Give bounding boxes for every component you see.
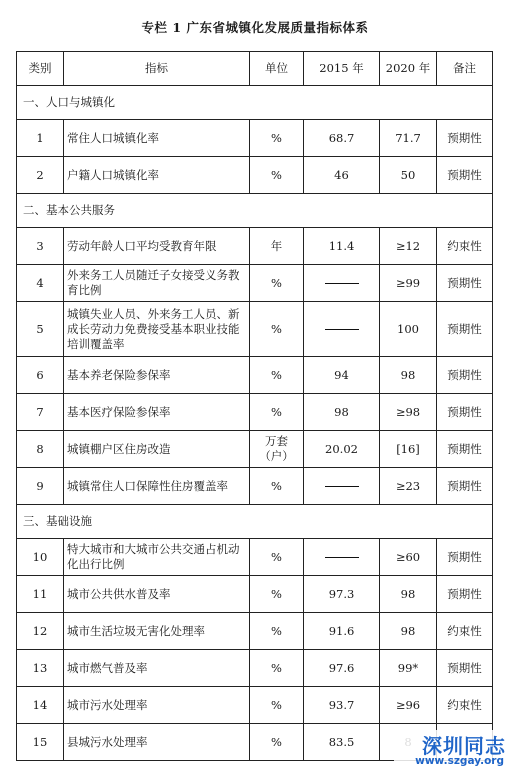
table-header bbox=[17, 52, 493, 86]
header-2015: 2015 年 bbox=[304, 52, 380, 86]
note-cell: 预期性 bbox=[437, 468, 493, 505]
section-row bbox=[17, 86, 493, 120]
unit-cell: % bbox=[250, 687, 304, 724]
value-2020: ≥98 bbox=[380, 394, 437, 431]
unit-cell: % bbox=[250, 157, 304, 194]
row-number: 8 bbox=[17, 431, 64, 468]
note-cell: 约束性 bbox=[437, 228, 493, 265]
table-row bbox=[17, 650, 493, 687]
value-2020: 98 bbox=[380, 576, 437, 613]
row-number: 14 bbox=[17, 687, 64, 724]
note-cell: 预期性 bbox=[437, 157, 493, 194]
value-2020: 71.7 bbox=[380, 120, 437, 157]
dash-mark bbox=[325, 557, 359, 558]
table-row bbox=[17, 157, 493, 194]
value-2020: ≥99 bbox=[380, 265, 437, 302]
value-2015: 97.6 bbox=[304, 650, 380, 687]
indicator-name: 城市公共供水普及率 bbox=[64, 576, 250, 613]
note-cell: 预期性 bbox=[437, 120, 493, 157]
table-row bbox=[17, 431, 493, 468]
value-2020: 50 bbox=[380, 157, 437, 194]
unit-cell: % bbox=[250, 468, 304, 505]
row-number: 9 bbox=[17, 468, 64, 505]
value-2015: 11.4 bbox=[304, 228, 380, 265]
note-cell: 预期性 bbox=[437, 302, 493, 357]
row-number: 1 bbox=[17, 120, 64, 157]
value-2015 bbox=[304, 302, 380, 357]
unit-cell: 万套（户） bbox=[250, 431, 304, 468]
row-number: 4 bbox=[17, 265, 64, 302]
indicator-name: 县城污水处理率 bbox=[64, 724, 250, 761]
row-number: 7 bbox=[17, 394, 64, 431]
value-2015: 83.5 bbox=[304, 724, 380, 761]
indicator-table bbox=[16, 51, 493, 761]
indicator-name: 劳动年龄人口平均受教育年限 bbox=[64, 228, 250, 265]
section-label: 三、基础设施 bbox=[17, 505, 493, 539]
row-number: 10 bbox=[17, 539, 64, 576]
row-number: 13 bbox=[17, 650, 64, 687]
value-2020: ≥23 bbox=[380, 468, 437, 505]
note-cell: 预期性 bbox=[437, 431, 493, 468]
value-2020: 98 bbox=[380, 613, 437, 650]
unit-cell: % bbox=[250, 613, 304, 650]
header-note: 备注 bbox=[437, 52, 493, 86]
value-2015: 91.6 bbox=[304, 613, 380, 650]
value-2015 bbox=[304, 468, 380, 505]
unit-cell: 年 bbox=[250, 228, 304, 265]
indicator-name: 城市燃气普及率 bbox=[64, 650, 250, 687]
table-row bbox=[17, 394, 493, 431]
value-2020: 99* bbox=[380, 650, 437, 687]
row-number: 5 bbox=[17, 302, 64, 357]
table-row bbox=[17, 265, 493, 302]
indicator-name: 城市生活垃圾无害化处理率 bbox=[64, 613, 250, 650]
indicator-name: 外来务工人员随迁子女接受义务教育比例 bbox=[64, 265, 250, 302]
value-2015: 94 bbox=[304, 357, 380, 394]
unit-cell: % bbox=[250, 539, 304, 576]
value-2015: 97.3 bbox=[304, 576, 380, 613]
indicator-name: 户籍人口城镇化率 bbox=[64, 157, 250, 194]
indicator-name: 特大城市和大城市公共交通占机动化出行比例 bbox=[64, 539, 250, 576]
value-2020: [16] bbox=[380, 431, 437, 468]
note-cell: 约束性 bbox=[437, 613, 493, 650]
indicator-name: 城镇失业人员、外来务工人员、新成长劳动力免费接受基本职业技能培训覆盖率 bbox=[64, 302, 250, 357]
table-row bbox=[17, 120, 493, 157]
row-number: 12 bbox=[17, 613, 64, 650]
indicator-name: 常住人口城镇化率 bbox=[64, 120, 250, 157]
table-row bbox=[17, 468, 493, 505]
note-cell: 预期性 bbox=[437, 576, 493, 613]
note-cell: 约束性 bbox=[437, 687, 493, 724]
indicator-name: 城镇常住人口保障性住房覆盖率 bbox=[64, 468, 250, 505]
table-row bbox=[17, 613, 493, 650]
header-unit: 单位 bbox=[250, 52, 304, 86]
indicator-name: 基本医疗保险参保率 bbox=[64, 394, 250, 431]
table-row bbox=[17, 539, 493, 576]
unit-cell: % bbox=[250, 357, 304, 394]
table-row bbox=[17, 302, 493, 357]
dash-mark bbox=[325, 486, 359, 487]
value-2020: 100 bbox=[380, 302, 437, 357]
value-2015: 68.7 bbox=[304, 120, 380, 157]
header-indicator: 指标 bbox=[64, 52, 250, 86]
watermark bbox=[394, 730, 506, 770]
watermark-url: www.szgay.org bbox=[415, 755, 504, 767]
dash-mark bbox=[325, 283, 359, 284]
value-2015: 46 bbox=[304, 157, 380, 194]
note-cell: 预期性 bbox=[437, 394, 493, 431]
note-cell: 预期性 bbox=[437, 539, 493, 576]
unit-cell: % bbox=[250, 120, 304, 157]
indicator-name: 城镇棚户区住房改造 bbox=[64, 431, 250, 468]
table-row bbox=[17, 576, 493, 613]
indicator-name: 城市污水处理率 bbox=[64, 687, 250, 724]
section-label: 一、人口与城镇化 bbox=[17, 86, 493, 120]
section-row bbox=[17, 505, 493, 539]
unit-cell: % bbox=[250, 650, 304, 687]
header-category: 类别 bbox=[17, 52, 64, 86]
value-2015: 98 bbox=[304, 394, 380, 431]
table-row bbox=[17, 228, 493, 265]
note-cell: 预期性 bbox=[437, 357, 493, 394]
note-cell: 预期性 bbox=[437, 650, 493, 687]
unit-cell: % bbox=[250, 394, 304, 431]
indicator-name: 基本养老保险参保率 bbox=[64, 357, 250, 394]
value-2015 bbox=[304, 539, 380, 576]
unit-cell: % bbox=[250, 576, 304, 613]
row-number: 3 bbox=[17, 228, 64, 265]
dash-mark bbox=[325, 329, 359, 330]
value-2020: 98 bbox=[380, 357, 437, 394]
section-label: 二、基本公共服务 bbox=[17, 194, 493, 228]
value-2020: ≥12 bbox=[380, 228, 437, 265]
value-2015 bbox=[304, 265, 380, 302]
value-2020: ≥96 bbox=[380, 687, 437, 724]
value-2015: 20.02 bbox=[304, 431, 380, 468]
row-number: 11 bbox=[17, 576, 64, 613]
value-2015: 93.7 bbox=[304, 687, 380, 724]
unit-cell: % bbox=[250, 302, 304, 357]
row-number: 15 bbox=[17, 724, 64, 761]
table-row bbox=[17, 357, 493, 394]
section-row bbox=[17, 194, 493, 228]
row-number: 2 bbox=[17, 157, 64, 194]
table-title: 专栏 1 广东省城镇化发展质量指标体系 bbox=[141, 20, 369, 35]
header-2020: 2020 年 bbox=[380, 52, 437, 86]
unit-cell: % bbox=[250, 724, 304, 761]
table-body bbox=[17, 86, 493, 761]
watermark-text: 深圳同志 bbox=[422, 734, 506, 758]
note-cell: 预期性 bbox=[437, 265, 493, 302]
value-2020: ≥60 bbox=[380, 539, 437, 576]
unit-cell: % bbox=[250, 265, 304, 302]
row-number: 6 bbox=[17, 357, 64, 394]
table-row bbox=[17, 687, 493, 724]
